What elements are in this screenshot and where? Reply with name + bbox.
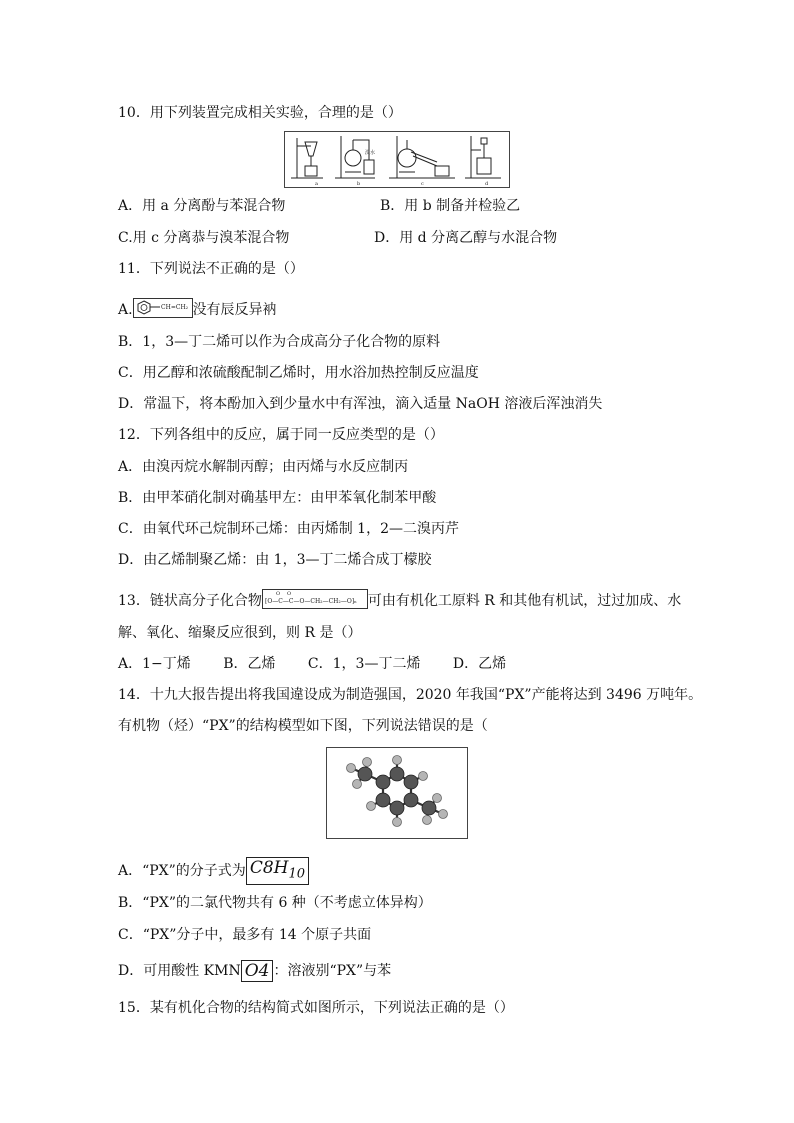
apparatus-label-c: c <box>421 181 424 187</box>
q11-option-b: B．1，3—丁二烯可以作为合成高分子化合物的原料 <box>118 334 441 350</box>
q13-options: A．1−丁烯 B．乙烯 C．1，3—丁二烯 D．乙烯 <box>118 656 507 672</box>
apparatus-label-d: d <box>485 181 489 187</box>
px-formula-box <box>246 857 309 885</box>
svg-text:CH=CH₂: CH=CH₂ <box>160 304 188 311</box>
q10-option-a: A．用 a 分离酚与苯混合物 <box>118 198 286 214</box>
q12-option-b: B．由甲苯硝化制对确基甲左：由甲苯氧化制苯甲酸 <box>118 490 437 506</box>
q14-option-b: B．“PX”的二氯代物共有 6 种（不考虑立体异构） <box>118 895 432 911</box>
q12-stem: 12．下列各组中的反应，属于同一反应类型的是（） <box>118 427 444 443</box>
svg-text:[O—C—C—O—CH₂—CH₂—O]ₙ: [O—C—C—O—CH₂—CH₂—O]ₙ <box>264 598 357 605</box>
apparatus-label-a: a <box>315 181 318 187</box>
q14-stem-line1: 14．十九大报告提出将我国違设成为制造强国，2020 年我国“PX”产能将达到 3496 万吨年。 <box>118 687 703 703</box>
q12-option-d: D．由乙烯制聚乙烯：由 1，3—丁二烯合成丁檬胶 <box>118 552 432 568</box>
q11-option-a <box>118 298 277 319</box>
q10-option-c: C.用 c 分离恭与溴苯混合物 <box>118 230 290 246</box>
q11-option-d: D．常温下，将本酚加入到少量水中有浑浊，滴入适量 NaOH 溶液后浑浊消失 <box>118 396 603 412</box>
svg-text:O: O <box>286 591 291 597</box>
px-molecule-drawing <box>327 748 467 838</box>
svg-text:O: O <box>275 591 280 597</box>
q14-option-d-prefix: D．可用酸性 KMN <box>118 963 241 979</box>
q13-stem-prefix: 13．链状高分子化合物 <box>118 593 262 609</box>
polymer-structure-image <box>262 589 368 609</box>
q14-option-d <box>118 960 391 982</box>
q14-option-a-prefix: A．“PX”的分子式为 <box>118 863 246 880</box>
kmno4-formula-box: O4 <box>241 960 274 982</box>
q10-stem: 10．用下列装置完成相关实验，合理的是（） <box>118 105 402 121</box>
q13-stem-line2: 解、氧化、缩聚反应很到，则 R 是（） <box>118 625 362 641</box>
q10-option-b: B．用 b 制备并检验乙 <box>380 198 521 214</box>
px-formula-subscript: 10 <box>288 866 306 882</box>
q10-apparatus-figure <box>284 131 510 188</box>
q14-stem-line2: 有机物（烃）“PX”的结构模型如下图，下列说法错误的是（ <box>118 718 488 734</box>
q11-option-c: C．用乙醇和浓硫酸配制乙烯时，用水浴加热控制反应温度 <box>118 365 479 381</box>
q11-option-a-prefix: A. <box>118 302 133 318</box>
q15-stem: 15．某有机化合物的结构简式如图所示，下列说法正确的是（） <box>118 1000 514 1016</box>
px-ball-and-stick-model <box>326 747 468 839</box>
apparatus-drawing <box>285 132 509 187</box>
q10-option-d: D．用 d 分离乙醇与水混合物 <box>374 230 558 246</box>
q14-option-c: C．“PX”分子中，最多有 14 个原子共面 <box>118 927 372 943</box>
q14-option-a <box>118 857 309 885</box>
styrene-structure-image <box>133 298 193 318</box>
px-formula-main: C8H <box>249 858 289 878</box>
q14-option-d-suffix: ：溶液别“PX”与苯 <box>273 963 392 979</box>
svg-text:溴水: 溴水 <box>365 150 376 156</box>
q12-option-a: A．由溴丙烷水解制丙醇；由丙烯与水反应制丙 <box>118 459 409 475</box>
apparatus-label-b: b <box>357 181 361 187</box>
q11-option-a-suffix: 没有辰反异衲 <box>192 302 277 318</box>
q11-stem: 11．下列说法不正确的是（） <box>118 261 304 277</box>
q12-option-c: C．由氧代环己烷制环己烯：由丙烯制 1，2—二溴丙芹 <box>118 521 459 537</box>
q13-stem <box>118 589 681 610</box>
q13-stem-suffix: 可由有机化工原料 R 和其他有机试，过过加成、水 <box>367 593 682 609</box>
